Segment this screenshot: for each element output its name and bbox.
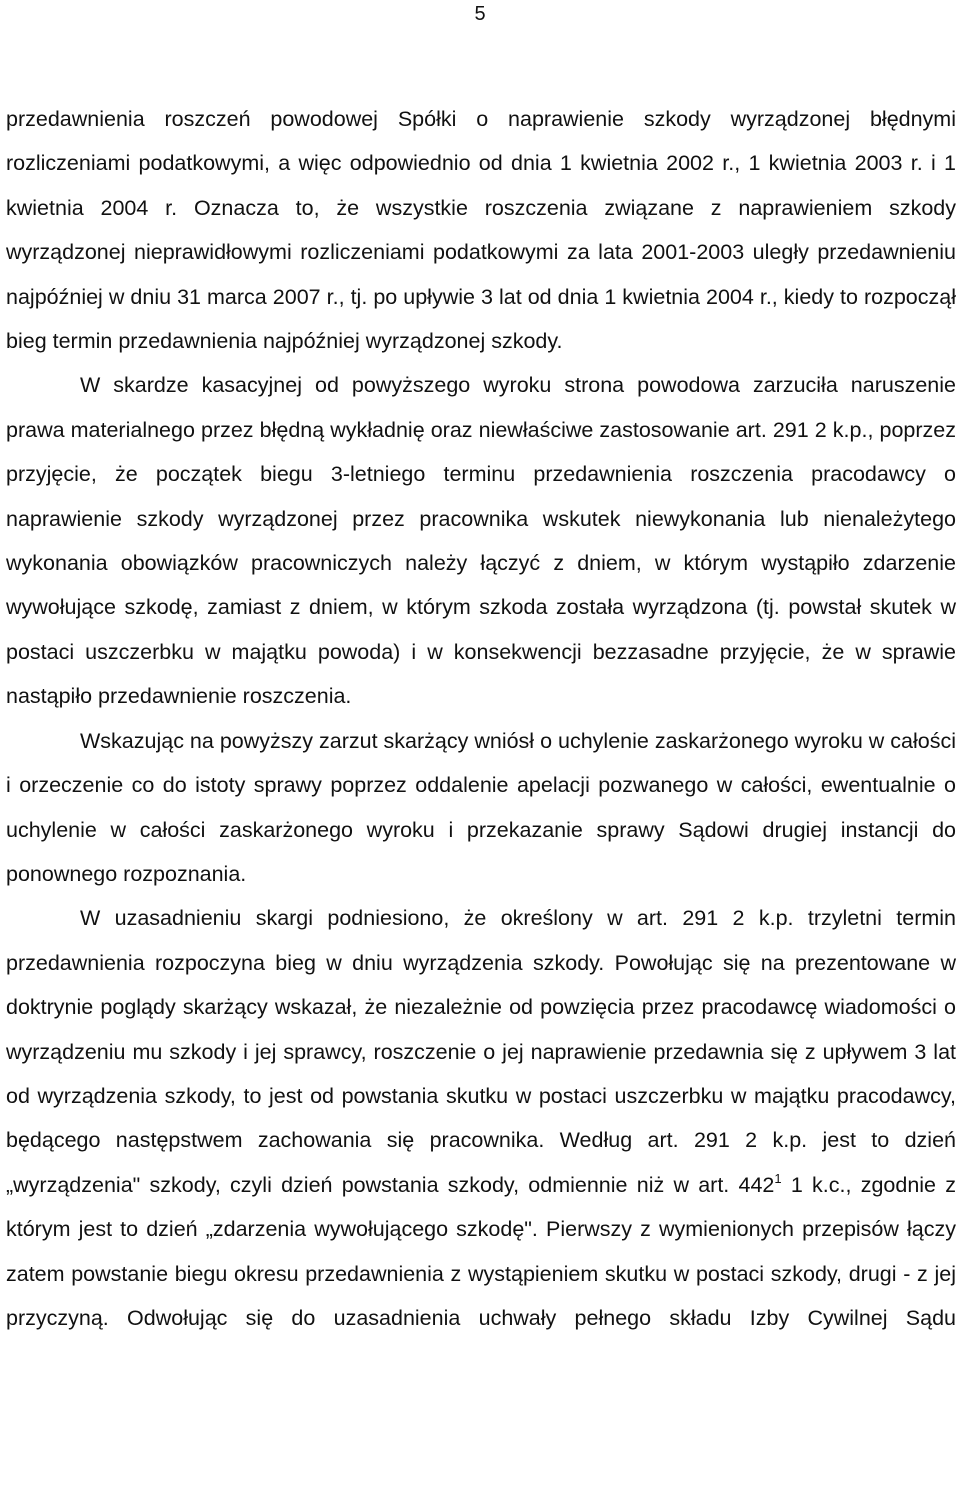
- page-number: 5: [474, 3, 486, 25]
- paragraph-2: W skardze kasacyjnej od powyższego wyroku strona powodowa zarzuciła naruszenie prawa materialnego przez błędną wykładnię oraz niewłaściwe zastosowanie art. 291 2 k.p., poprzez przyjęcie, że początek biegu 3-letniego terminu przedawnienia roszczenia pracodawcy o naprawienie szkody wyrządzonej przez pracownika wskutek niewykonania lub nienależytego wykonania obowiązków pracowniczych należy łączyć z dniem, w którym wystąpiło zdarzenie wywołujące szkodę, zamiast z dniem, w którym szkoda została wyrządzona (tj. powstał skutek w postaci uszczerbku w majątku powoda) i w konsekwencji bezzasadne przyjęcie, że w sprawie nastąpiło przedawnienie roszczenia.: [6, 373, 956, 709]
- superscript-number: 1: [774, 1170, 782, 1186]
- document-body: [6, 97, 956, 1340]
- paragraph-4-text-a: W uzasadnieniu skargi podniesiono, że określony w art. 291 2 k.p. trzyletni termin przedawnienia rozpoczyna bieg w dniu wyrządzenia szkody. Powołując się na prezentowane w doktrynie poglądy skarżący wskazał, że niezależnie od powzięcia przez pracodawcę wiadomości o wyrządzeniu mu szkody i jej sprawcy, roszczenie o jej naprawienie przedawnia się z upływem 3 lat od wyrządzenia szkody, to jest od powstania skutku w postaci uszczerbku w majątku pracodawcy, będącego następstwem zachowania się pracownika. Według art. 291 2 k.p. jest to dzień „wyrządzenia" szkody, czyli dzień powstania szkody, odmiennie niż w art. 442: [6, 906, 956, 1197]
- paragraph-1: przedawnienia roszczeń powodowej Spółki o naprawienie szkody wyrządzonej błędnymi rozliczeniami podatkowymi, a więc odpowiednio od dnia 1 kwietnia 2002 r., 1 kwietnia 2003 r. i 1 kwietnia 2004 r. Oznacza to, że wszystkie roszczenia związane z naprawieniem szkody wyrządzonej nieprawidłowymi rozliczeniami podatkowymi za lata 2001-2003 uległy przedawnieniu najpóźniej w dniu 31 marca 2007 r., tj. po upływie 3 lat od dnia 1 kwietnia 2004 r., kiedy to rozpoczął bieg termin przedawnienia najpóźniej wyrządzonej szkody.: [6, 107, 956, 354]
- paragraph-3: Wskazując na powyższy zarzut skarżący wniósł o uchylenie zaskarżonego wyroku w całości i orzeczenie co do istoty sprawy poprzez oddalenie apelacji pozwanego w całości, ewentualnie o uchylenie w całości zaskarżonego wyroku i przekazanie sprawy Sądowi drugiej instancji do ponownego rozpoznania.: [6, 728, 956, 886]
- paragraph-4-text-b: 1 k.c., zgodnie z którym jest to dzień „zdarzenia wywołującego szkodę". Pierwszy z wymienionych przepisów łączy zatem powstanie biegu okresu przedawnienia z wystąpieniem skutku w postaci szkody, drugi - z jej przyczyną. Odwołując się do uzasadnienia uchwały pełnego składu Izby Cywilnej Sądu: [6, 1172, 956, 1330]
- paragraph-4: [6, 896, 956, 1340]
